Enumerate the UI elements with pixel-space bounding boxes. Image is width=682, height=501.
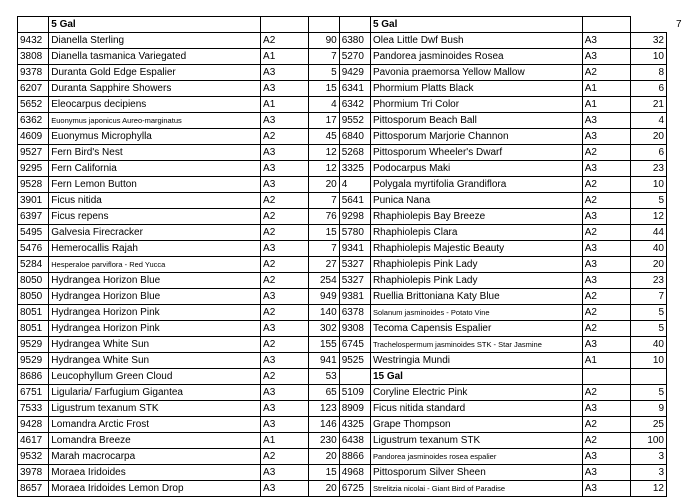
left-grade: A3 [261, 385, 309, 401]
left-item-code: 9529 [18, 353, 49, 369]
right-header-code-cell [339, 17, 370, 33]
left-grade: A3 [261, 401, 309, 417]
right-quantity: 5 [631, 321, 667, 337]
table-row [18, 273, 667, 289]
left-plant-name: Ligustrum texanum STK [49, 401, 261, 417]
right-item-code: 6342 [339, 97, 370, 113]
right-quantity: 9 [631, 401, 667, 417]
right-quantity: 12 [631, 481, 667, 497]
right-plant-name: Pandorea jasminoides Rosea [370, 49, 582, 65]
right-plant-name: Tecoma Capensis Espalier [370, 321, 582, 337]
right-quantity: 5 [631, 305, 667, 321]
right-grade: A3 [582, 161, 630, 177]
left-quantity: 949 [309, 289, 339, 305]
right-plant-name: Strelitzia nicolai - Giant Bird of Paradise [370, 481, 582, 497]
right-plant-name: Solanum jasminoides - Potato Vine [370, 305, 582, 321]
right-grade: A2 [582, 417, 630, 433]
left-quantity: 146 [309, 417, 339, 433]
right-grade: A2 [582, 145, 630, 161]
right-quantity: 7 [631, 289, 667, 305]
left-item-code: 5495 [18, 225, 49, 241]
left-grade: A2 [261, 257, 309, 273]
table-row [18, 49, 667, 65]
right-quantity: 23 [631, 273, 667, 289]
left-plant-name: Ligularia/ Farfugium Gigantea [49, 385, 261, 401]
right-grade [582, 369, 630, 385]
left-grade: A2 [261, 369, 309, 385]
left-plant-name: Lomandra Arctic Frost [49, 417, 261, 433]
left-grade: A3 [261, 241, 309, 257]
right-grade: A3 [582, 257, 630, 273]
left-item-code: 9528 [18, 177, 49, 193]
right-item-code: 5641 [339, 193, 370, 209]
table-row [18, 81, 667, 97]
left-plant-name: Duranta Gold Edge Espalier [49, 65, 261, 81]
right-header-qty-cell [631, 17, 667, 33]
right-grade: A1 [582, 97, 630, 113]
left-quantity: 65 [309, 385, 339, 401]
left-item-code: 7533 [18, 401, 49, 417]
left-header-qty-cell [309, 17, 339, 33]
right-item-code [339, 369, 370, 385]
right-item-code: 5327 [339, 257, 370, 273]
page-number: 7 [676, 19, 682, 30]
table-row [18, 401, 667, 417]
right-item-code: 9525 [339, 353, 370, 369]
left-quantity: 5 [309, 65, 339, 81]
right-quantity: 5 [631, 385, 667, 401]
left-quantity: 254 [309, 273, 339, 289]
left-plant-name: Marah macrocarpa [49, 449, 261, 465]
right-item-code: 9308 [339, 321, 370, 337]
table-row [18, 33, 667, 49]
left-item-code: 3978 [18, 465, 49, 481]
left-plant-name: Moraea Iridoides Lemon Drop [49, 481, 261, 497]
right-plant-name: Pittosporum Silver Sheen [370, 465, 582, 481]
right-plant-name: Punica Nana [370, 193, 582, 209]
right-quantity: 32 [631, 33, 667, 49]
left-grade: A3 [261, 353, 309, 369]
left-quantity: 20 [309, 481, 339, 497]
right-quantity: 8 [631, 65, 667, 81]
left-section-header: 5 Gal [49, 17, 261, 33]
table-row [18, 369, 667, 385]
right-plant-name: Pavonia praemorsa Yellow Mallow [370, 65, 582, 81]
left-grade: A2 [261, 337, 309, 353]
right-quantity: 100 [631, 433, 667, 449]
right-grade: A3 [582, 113, 630, 129]
left-item-code: 6207 [18, 81, 49, 97]
right-grade: A2 [582, 385, 630, 401]
right-plant-name: Ruellia Brittoniana Katy Blue [370, 289, 582, 305]
left-item-code: 3808 [18, 49, 49, 65]
right-item-code: 4968 [339, 465, 370, 481]
right-grade: A3 [582, 449, 630, 465]
left-item-code: 8686 [18, 369, 49, 385]
right-item-code: 4 [339, 177, 370, 193]
left-plant-name: Dianella tasmanica Variegated [49, 49, 261, 65]
left-quantity: 15 [309, 81, 339, 97]
right-grade: A2 [582, 289, 630, 305]
left-item-code: 8051 [18, 305, 49, 321]
right-plant-name: Phormium Tri Color [370, 97, 582, 113]
left-plant-name: Moraea Iridoides [49, 465, 261, 481]
left-item-code: 6397 [18, 209, 49, 225]
table-row [18, 465, 667, 481]
left-grade: A3 [261, 481, 309, 497]
right-item-code: 9298 [339, 209, 370, 225]
left-quantity: 20 [309, 449, 339, 465]
left-plant-name: Hemerocallis Rajah [49, 241, 261, 257]
left-quantity: 123 [309, 401, 339, 417]
left-quantity: 4 [309, 97, 339, 113]
right-plant-name: Grape Thompson [370, 417, 582, 433]
left-grade: A3 [261, 113, 309, 129]
left-quantity: 27 [309, 257, 339, 273]
left-grade: A1 [261, 97, 309, 113]
left-grade: A3 [261, 289, 309, 305]
left-item-code: 8051 [18, 321, 49, 337]
left-quantity: 17 [309, 113, 339, 129]
table-row [18, 225, 667, 241]
right-quantity: 12 [631, 209, 667, 225]
table-row [18, 305, 667, 321]
left-quantity: 20 [309, 177, 339, 193]
right-grade: A2 [582, 305, 630, 321]
left-grade: A2 [261, 449, 309, 465]
right-item-code: 9341 [339, 241, 370, 257]
table-row [18, 321, 667, 337]
left-item-code: 9295 [18, 161, 49, 177]
left-quantity: 12 [309, 161, 339, 177]
left-quantity: 76 [309, 209, 339, 225]
right-item-code: 9552 [339, 113, 370, 129]
right-item-code: 5270 [339, 49, 370, 65]
left-grade: A3 [261, 321, 309, 337]
right-grade: A2 [582, 177, 630, 193]
right-plant-name: Rhaphiolepis Clara [370, 225, 582, 241]
left-item-code: 5476 [18, 241, 49, 257]
right-quantity: 23 [631, 161, 667, 177]
table-row [18, 161, 667, 177]
table-row [18, 449, 667, 465]
right-item-code: 8866 [339, 449, 370, 465]
right-grade: A2 [582, 193, 630, 209]
left-quantity: 941 [309, 353, 339, 369]
left-quantity: 53 [309, 369, 339, 385]
right-grade: A3 [582, 209, 630, 225]
right-grade: A2 [582, 65, 630, 81]
right-grade: A2 [582, 433, 630, 449]
section-header-row [18, 17, 667, 33]
left-item-code: 6751 [18, 385, 49, 401]
right-grade: A3 [582, 129, 630, 145]
right-plant-name: Rhaphiolepis Pink Lady [370, 257, 582, 273]
table-row [18, 209, 667, 225]
left-plant-name: Galvesia Firecracker [49, 225, 261, 241]
right-quantity: 3 [631, 465, 667, 481]
left-plant-name: Fern Lemon Button [49, 177, 261, 193]
left-grade: A2 [261, 225, 309, 241]
left-quantity: 12 [309, 145, 339, 161]
left-plant-name: Hesperaloe parviflora - Red Yucca [49, 257, 261, 273]
left-quantity: 15 [309, 225, 339, 241]
table-row [18, 385, 667, 401]
right-grade: A3 [582, 337, 630, 353]
left-header-grade-cell [261, 17, 309, 33]
left-quantity: 230 [309, 433, 339, 449]
left-grade: A2 [261, 129, 309, 145]
left-plant-name: Fern Bird's Nest [49, 145, 261, 161]
right-quantity: 5 [631, 193, 667, 209]
left-plant-name: Duranta Sapphire Showers [49, 81, 261, 97]
right-plant-name: Coryline Electric Pink [370, 385, 582, 401]
left-item-code: 4609 [18, 129, 49, 145]
left-item-code: 9527 [18, 145, 49, 161]
right-plant-name: Ficus nitida standard [370, 401, 582, 417]
left-plant-name: Lomandra Breeze [49, 433, 261, 449]
right-quantity: 6 [631, 145, 667, 161]
table-row [18, 65, 667, 81]
right-section-header: 5 Gal [370, 17, 582, 33]
right-quantity: 10 [631, 177, 667, 193]
left-plant-name: Hydrangea Horizon Blue [49, 273, 261, 289]
table-row [18, 129, 667, 145]
right-item-code: 5268 [339, 145, 370, 161]
left-grade: A2 [261, 273, 309, 289]
table-row [18, 433, 667, 449]
left-quantity: 7 [309, 193, 339, 209]
right-grade: A3 [582, 465, 630, 481]
right-quantity: 3 [631, 449, 667, 465]
left-item-code: 6362 [18, 113, 49, 129]
right-item-code: 4325 [339, 417, 370, 433]
left-grade: A1 [261, 49, 309, 65]
left-grade: A2 [261, 209, 309, 225]
left-plant-name: Hydrangea Horizon Pink [49, 321, 261, 337]
left-plant-name: Hydrangea White Sun [49, 353, 261, 369]
left-plant-name: Ficus repens [49, 209, 261, 225]
left-plant-name: Fern California [49, 161, 261, 177]
right-item-code: 6438 [339, 433, 370, 449]
right-plant-name: Pandorea jasminoides rosea espalier [370, 449, 582, 465]
right-item-code: 9381 [339, 289, 370, 305]
right-quantity: 10 [631, 49, 667, 65]
right-quantity: 10 [631, 353, 667, 369]
left-grade: A1 [261, 433, 309, 449]
table-row [18, 257, 667, 273]
left-quantity: 7 [309, 241, 339, 257]
left-item-code: 9529 [18, 337, 49, 353]
left-item-code: 3901 [18, 193, 49, 209]
right-grade: A3 [582, 241, 630, 257]
left-plant-name: Leucophyllum Green Cloud [49, 369, 261, 385]
right-item-code: 6341 [339, 81, 370, 97]
right-plant-name: Westringia Mundi [370, 353, 582, 369]
right-plant-name: Trachelospermum jasminoides STK - Star Jasmine [370, 337, 582, 353]
table-row [18, 289, 667, 305]
inventory-table [17, 16, 667, 497]
right-plant-name: Rhaphiolepis Majestic Beauty [370, 241, 582, 257]
right-plant-name: Rhaphiolepis Bay Breeze [370, 209, 582, 225]
table-row [18, 97, 667, 113]
left-item-code: 9532 [18, 449, 49, 465]
right-grade: A1 [582, 353, 630, 369]
left-grade: A3 [261, 417, 309, 433]
left-grade: A3 [261, 161, 309, 177]
right-quantity: 44 [631, 225, 667, 241]
right-item-code: 8909 [339, 401, 370, 417]
right-plant-name: Rhaphiolepis Pink Lady [370, 273, 582, 289]
right-item-code: 6840 [339, 129, 370, 145]
right-quantity: 6 [631, 81, 667, 97]
right-quantity: 4 [631, 113, 667, 129]
left-plant-name: Dianella Sterling [49, 33, 261, 49]
right-quantity: 20 [631, 257, 667, 273]
right-item-code: 5780 [339, 225, 370, 241]
left-item-code: 8050 [18, 273, 49, 289]
right-grade: A3 [582, 49, 630, 65]
right-item-code: 5109 [339, 385, 370, 401]
right-grade: A2 [582, 321, 630, 337]
left-item-code: 8050 [18, 289, 49, 305]
left-plant-name: Euonymus japonicus Aureo-marginatus [49, 113, 261, 129]
left-grade: A2 [261, 33, 309, 49]
left-item-code: 5652 [18, 97, 49, 113]
right-section-header: 15 Gal [370, 369, 582, 385]
right-item-code: 6378 [339, 305, 370, 321]
right-plant-name: Podocarpus Maki [370, 161, 582, 177]
left-grade: A3 [261, 81, 309, 97]
right-quantity: 20 [631, 129, 667, 145]
left-plant-name: Hydrangea Horizon Pink [49, 305, 261, 321]
table-row [18, 177, 667, 193]
left-quantity: 140 [309, 305, 339, 321]
left-quantity: 90 [309, 33, 339, 49]
right-quantity: 21 [631, 97, 667, 113]
left-quantity: 302 [309, 321, 339, 337]
right-grade: A3 [582, 33, 630, 49]
right-item-code: 5327 [339, 273, 370, 289]
right-plant-name: Ligustrum texanum STK [370, 433, 582, 449]
left-plant-name: Hydrangea Horizon Blue [49, 289, 261, 305]
right-quantity [631, 369, 667, 385]
right-plant-name: Phormium Platts Black [370, 81, 582, 97]
left-item-code: 5284 [18, 257, 49, 273]
right-quantity: 25 [631, 417, 667, 433]
table-row [18, 145, 667, 161]
right-item-code: 6725 [339, 481, 370, 497]
left-quantity: 7 [309, 49, 339, 65]
table-row [18, 337, 667, 353]
left-grade: A3 [261, 465, 309, 481]
right-grade: A3 [582, 401, 630, 417]
left-grade: A3 [261, 145, 309, 161]
inventory-table-body [18, 17, 667, 497]
left-plant-name: Euonymus Microphylla [49, 129, 261, 145]
right-quantity: 40 [631, 241, 667, 257]
right-item-code: 6380 [339, 33, 370, 49]
left-grade: A2 [261, 193, 309, 209]
right-item-code: 3325 [339, 161, 370, 177]
right-grade: A3 [582, 481, 630, 497]
right-quantity: 40 [631, 337, 667, 353]
left-plant-name: Ficus nitida [49, 193, 261, 209]
right-item-code: 6745 [339, 337, 370, 353]
right-item-code: 9429 [339, 65, 370, 81]
right-plant-name: Pittosporum Wheeler's Dwarf [370, 145, 582, 161]
right-grade: A2 [582, 225, 630, 241]
left-grade: A2 [261, 305, 309, 321]
table-row [18, 193, 667, 209]
table-row [18, 417, 667, 433]
right-plant-name: Polygala myrtifolia Grandiflora [370, 177, 582, 193]
left-plant-name: Hydrangea White Sun [49, 337, 261, 353]
right-plant-name: Olea Little Dwf Bush [370, 33, 582, 49]
left-item-code: 4617 [18, 433, 49, 449]
right-grade: A3 [582, 273, 630, 289]
table-row [18, 113, 667, 129]
left-grade: A3 [261, 65, 309, 81]
left-item-code: 9428 [18, 417, 49, 433]
left-plant-name: Eleocarpus decipiens [49, 97, 261, 113]
left-item-code: 8657 [18, 481, 49, 497]
table-row [18, 241, 667, 257]
right-plant-name: Pittosporum Marjorie Channon [370, 129, 582, 145]
left-item-code: 9432 [18, 33, 49, 49]
table-row [18, 353, 667, 369]
left-quantity: 15 [309, 465, 339, 481]
right-grade: A1 [582, 81, 630, 97]
right-header-grade-cell [582, 17, 630, 33]
table-row [18, 481, 667, 497]
left-quantity: 45 [309, 129, 339, 145]
right-plant-name: Pittosporum Beach Ball [370, 113, 582, 129]
left-header-code-cell [18, 17, 49, 33]
left-grade: A3 [261, 177, 309, 193]
left-item-code: 9378 [18, 65, 49, 81]
left-quantity: 155 [309, 337, 339, 353]
